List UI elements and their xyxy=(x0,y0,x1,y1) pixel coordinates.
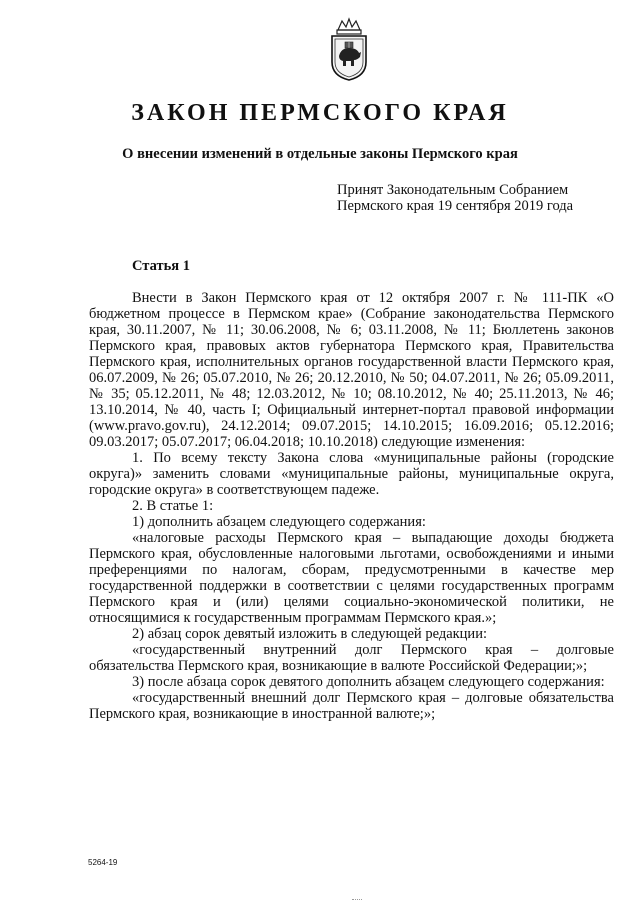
paragraph-quote-external-debt: «государственный внешний долг Пермского края – долговые обязательства Пермского края, возникающие в иностранной валюте;»; xyxy=(89,690,614,722)
paragraph-intro: Внести в Закон Пермского края от 12 октября 2007 г. № 111-ПК «О бюджетном процессе в Пермском крае» (Собрание законодательства Пермского края, 30.11.2007, № 11; 30.06.2008, № 6; 03.11.2008, № 11; Бюллетень законов Пермского края, правовых актов губернатора Пермского края, Правительства Пермского края, исполнительных органов государственной власти Пермского края, 06.07.2009, № 26; 05.07.2010, № 26; 20.12.2010, № 50; 04.07.2011, № 26; 05.09.2011, № 35; 05.12.2011, № 48; 12.03.2012, № 10; 08.10.2012, № 40; 25.11.2013, № 46; 13.10.2014, № 40, часть I; Официальный интернет-портал правовой информации (www.pravo.gov.ru), 24.12.2014; 09.07.2015; 14.10.2015; 16.09.2016; 05.12.2016; 09.03.2017; 05.07.2017; 06.04.2018; 10.10.2018) следующие изменения: xyxy=(89,290,614,450)
paragraph-quote-internal-debt: «государственный внутренний долг Пермского края – долговые обязательства Пермского края, возникающие в валюте Российской Федерации;»; xyxy=(89,642,614,674)
perm-krai-coat-of-arms-icon xyxy=(324,16,374,82)
article-body xyxy=(89,290,614,722)
paragraph-subitem-1: 1) дополнить абзацем следующего содержания: xyxy=(132,514,426,530)
paragraph-item-1: 1. По всему тексту Закона слова «муниципальные районы (городские округа)» заменить словами «муниципальные районы, муниципальные округа, городские округа» в соответствующем падеже. xyxy=(89,450,614,498)
paragraph-subitem-2: 2) абзац сорок девятый изложить в следующей редакции: xyxy=(132,626,487,642)
paragraph-item-2: 2. В статье 1: xyxy=(132,498,214,514)
scan-artifact xyxy=(352,899,362,903)
adoption-note xyxy=(337,182,573,214)
paragraph-subitem-3: 3) после абзаца сорок девятого дополнить абзацем следующего содержания: xyxy=(132,674,605,690)
document-code: 5264-19 xyxy=(88,858,118,867)
article-heading: Статья 1 xyxy=(132,258,190,274)
adoption-line-2: Пермского края 19 сентября 2019 года xyxy=(337,198,574,214)
law-title: ЗАКОН ПЕРМСКОГО КРАЯ xyxy=(131,100,509,126)
paragraph-quote-tax-expenses: «налоговые расходы Пермского края – выпадающие доходы бюджета Пермского края, обусловленные налоговыми льготами, освобождениями и иными преференциями по налогам, сборам, предусмотренными в качестве мер государственной поддержки в соответствии с целями государственных программ Пермского края и (или) целями социально-экономической политики, не относящимися к государственным программам Пермского края.»; xyxy=(89,530,614,626)
law-subtitle: О внесении изменений в отдельные законы Пермского края xyxy=(122,146,518,162)
adoption-line-1: Принят Законодательным Собранием xyxy=(337,182,569,198)
